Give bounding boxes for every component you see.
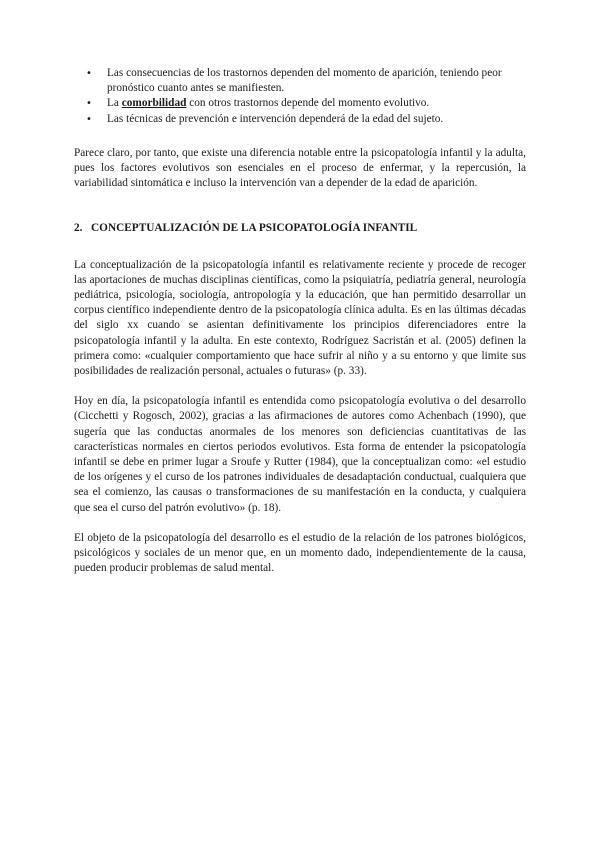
bullet-icon: • xyxy=(86,68,92,79)
list-item-text: Las técnicas de prevención e intervención dependerá de la edad del sujeto. xyxy=(107,112,444,125)
list-item xyxy=(74,66,526,96)
list-item xyxy=(74,112,526,127)
section-title: CONCEPTUALIZACIÓN DE LA PSICOPATOLOGÍA INFANTIL xyxy=(91,222,418,235)
list-item-prefix: La xyxy=(107,97,122,110)
section-number: 2. xyxy=(74,222,83,235)
bullet-icon: • xyxy=(86,113,92,125)
emphasized-term: comorbilidad xyxy=(121,97,187,110)
list-item-suffix: con otros trastornos depende del momento evolutivo. xyxy=(186,97,430,110)
bullet-icon: • xyxy=(86,98,92,110)
section-heading xyxy=(74,221,526,236)
list-item xyxy=(74,96,526,111)
bullet-list xyxy=(74,66,526,127)
paragraph: Hoy en día, la psicopatología infantil es entendida como psicopatología evolutiva o del desarrollo (Cicchetti y Rogosch, 2002), gracias a las afirmaciones de autores como Achenbach (1990), que sugería que las conductas anormales de los menores son deficiencias cuantitativas de las características normales en ciertos periodos evolutivos. Esta forma de entender la psicopatología infantil se debe en primer lugar a Sroufe y Rutter (1984), que la conceptualizan como: «el estudio de los orígenes y el curso de los patrones individuales de desadaptación conductual, cualquiera que sea el comienzo, las causas o transformaciones de su manifestación en la conducta, y cualquiera que sea el curso del patrón evolutivo» (p. 18). xyxy=(74,395,526,514)
paragraph: Parece claro, por tanto, que existe una diferencia notable entre la psicopatología infantil y la adulta, pues los factores evolutivos son esenciales en el proceso de enfermar, y la repercusión, la variabilidad sintomática e incluso la intervención van a depender de la edad de aparición. xyxy=(74,146,526,190)
paragraph: El objeto de la psicopatología del desarrollo es el estudio de la relación de los patrones biológicos, psicológicos y sociales de un menor que, en un momento dado, independientemente de la causa, pueden producir problemas de salud mental. xyxy=(74,531,526,575)
list-item-text: Las consecuencias de los trastornos dependen del momento de aparición, teniendo peor pronóstico cuanto antes se manifiesten. xyxy=(107,67,502,95)
paragraph: La conceptualización de la psicopatología infantil es relativamente reciente y procede de recoger las aportaciones de muchas disciplinas científicas, como la psiquiatría, pediatría general, neurología pediátrica, psicología, sociología, antropología y la educación, que han permitido desarrollar un corpus científico independiente dentro de la psicopatología clínica adulta. Es en las últimas décadas del siglo xx cuando se asientan definitivamente los principios diferenciadores entre la psicopatología infantil y la adulta. En este contexto, Rodríguez Sacristán et al. (2005) definen la primera como: «cualquier comportamiento que hace sufrir al niño y a su entorno y que limite sus posibilidades de realización personal, actuales o futuras» (p. 33). xyxy=(74,258,526,378)
page-content xyxy=(74,66,526,576)
